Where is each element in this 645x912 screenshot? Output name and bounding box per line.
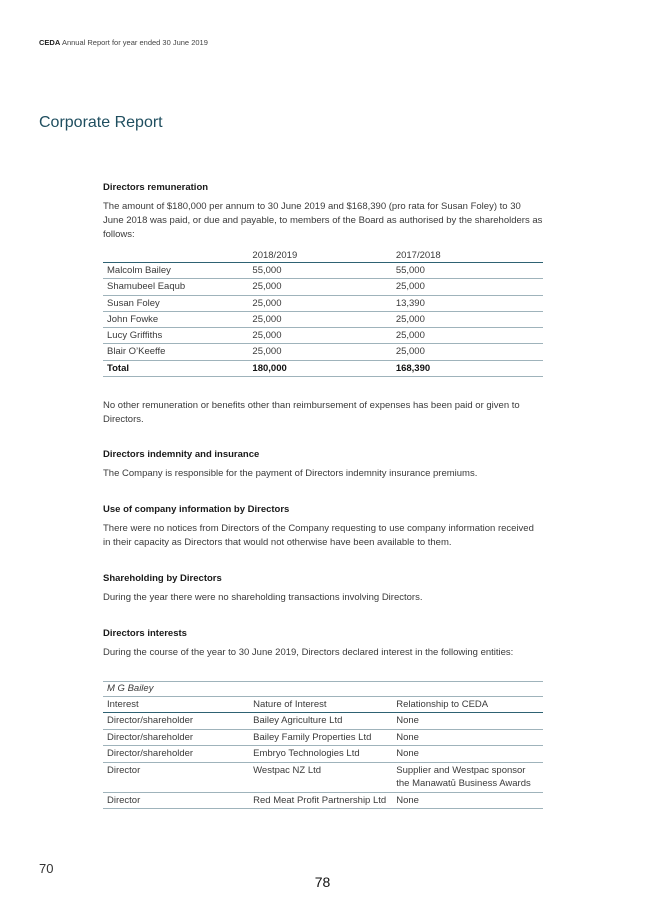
interest-type: Director xyxy=(103,792,249,809)
amount-2018: 25,000 xyxy=(392,311,543,327)
total-row xyxy=(103,360,543,376)
interest-entity: Bailey Agriculture Ltd xyxy=(249,713,392,730)
amount-2018: 13,390 xyxy=(392,295,543,311)
page-number-center: 78 xyxy=(314,874,331,890)
remuneration-intro: The amount of $180,000 per annum to 30 June 2019 and $168,390 (pro rata for Susan Foley) to 30 June 2018 was paid, or due and payable, to members of the Board as authorised by the shareholders as follows: xyxy=(103,201,543,240)
director-name: Shamubeel Eaqub xyxy=(103,279,248,295)
interest-type: Director/shareholder xyxy=(103,713,249,730)
interest-entity: Westpac NZ Ltd xyxy=(249,762,392,792)
interest-director-name: M G Bailey xyxy=(103,682,543,697)
info-use-heading: Use of company information by Directors xyxy=(103,504,290,516)
main-content xyxy=(103,181,543,809)
table-row xyxy=(103,792,543,809)
interests-table xyxy=(103,681,543,809)
remuneration-table xyxy=(103,249,543,377)
table-row xyxy=(103,328,543,344)
director-name: Blair O’Keeffe xyxy=(103,344,248,360)
amount-2019: 25,000 xyxy=(248,311,391,327)
interest-relationship: None xyxy=(392,792,543,809)
director-name: Susan Foley xyxy=(103,295,248,311)
remuneration-note: No other remuneration or benefits other than reimbursement of expenses has been paid or given to Directors. xyxy=(103,400,520,426)
table-row xyxy=(103,295,543,311)
running-header xyxy=(39,38,208,47)
director-name: Lucy Griffiths xyxy=(103,328,248,344)
amount-2019: 55,000 xyxy=(248,263,391,279)
header-subtitle: Annual Report for year ended 30 June 2019 xyxy=(61,38,208,47)
interest-relationship: None xyxy=(392,713,543,730)
interest-relationship: None xyxy=(392,729,543,746)
column-header: 2018/2019 xyxy=(252,250,298,261)
amount-2019: 25,000 xyxy=(248,328,391,344)
header-org: CEDA xyxy=(39,38,61,47)
page-title: Corporate Report xyxy=(39,114,163,131)
shareholding-heading: Shareholding by Directors xyxy=(103,573,222,585)
column-header: Relationship to CEDA xyxy=(392,697,543,713)
remuneration-heading: Directors remuneration xyxy=(103,182,209,193)
amount-2019: 25,000 xyxy=(248,279,391,295)
table-row xyxy=(103,729,543,746)
interest-relationship: None xyxy=(392,746,543,763)
interest-relationship: Supplier and Westpac sponsor the Manawatū Business Awards xyxy=(392,762,543,792)
table-row xyxy=(103,746,543,763)
info-use-text: There were no notices from Directors of the Company requesting to use company information received in their capacity as Directors that would not otherwise have been available to them. xyxy=(103,523,534,549)
column-header xyxy=(103,249,248,263)
indemnity-heading: Directors indemnity and insurance xyxy=(103,449,260,461)
interest-entity: Embryo Technologies Ltd xyxy=(249,746,392,763)
shareholding-text: During the year there were no shareholding transactions involving Directors. xyxy=(103,592,423,604)
amount-2019: 25,000 xyxy=(248,295,391,311)
director-name: Malcolm Bailey xyxy=(103,263,248,279)
total-2018: 168,390 xyxy=(392,360,543,376)
interest-entity: Bailey Family Properties Ltd xyxy=(249,729,392,746)
interest-entity: Red Meat Profit Partnership Ltd xyxy=(249,792,392,809)
amount-2018: 25,000 xyxy=(392,344,543,360)
table-row xyxy=(103,263,543,279)
table-header-row xyxy=(103,249,543,263)
total-label: Total xyxy=(103,360,248,376)
director-name-row xyxy=(103,682,543,697)
column-header: Interest xyxy=(103,697,249,713)
page-number-left: 70 xyxy=(39,861,54,876)
interest-type: Director xyxy=(103,762,249,792)
director-name: John Fowke xyxy=(103,311,248,327)
amount-2018: 55,000 xyxy=(392,263,543,279)
amount-2019: 25,000 xyxy=(248,344,391,360)
table-row xyxy=(103,762,543,792)
table-header-row xyxy=(103,697,543,713)
amount-2018: 25,000 xyxy=(392,279,543,295)
interest-type: Director/shareholder xyxy=(103,746,249,763)
column-header: Nature of Interest xyxy=(249,697,392,713)
table-row xyxy=(103,713,543,730)
interest-type: Director/shareholder xyxy=(103,729,249,746)
table-row xyxy=(103,344,543,360)
amount-2018: 25,000 xyxy=(392,328,543,344)
interests-heading: Directors interests xyxy=(103,628,187,640)
table-row xyxy=(103,311,543,327)
column-header: 2017/2018 xyxy=(395,250,441,261)
interests-text: During the course of the year to 30 June 2019, Directors declared interest in the following entities: xyxy=(103,647,514,659)
table-row xyxy=(103,279,543,295)
indemnity-text: The Company is responsible for the payment of Directors indemnity insurance premiums. xyxy=(103,468,478,480)
total-2019: 180,000 xyxy=(248,360,391,376)
